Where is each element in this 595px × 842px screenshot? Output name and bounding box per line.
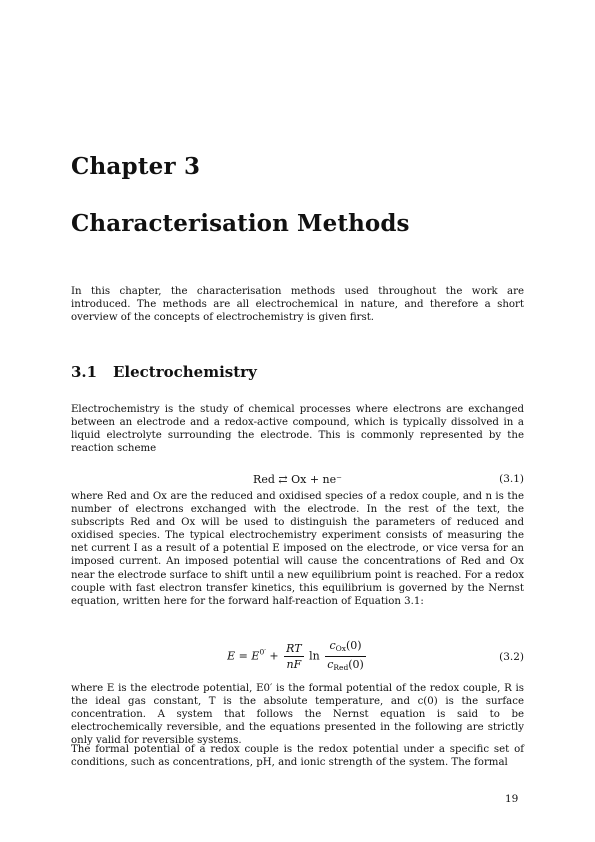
paragraph-electrochemistry-definition: Electrochemistry is the study of chemical processes where electrons are exchanged between an electrode and a redox-active compound, which is typically dissolved in a liquid electrolyte surrounding the electrode. This is commonly represented by the reaction scheme: [71, 404, 524, 455]
reactant: Red: [253, 473, 275, 486]
argument: (0): [348, 658, 364, 671]
argument: (0): [346, 639, 362, 652]
product: Ox + ne⁻: [291, 473, 342, 486]
equation-3-1: [71, 473, 524, 489]
c-symbol: c: [329, 639, 336, 652]
equation-number: (3.2): [499, 651, 524, 663]
section-heading: [71, 363, 257, 381]
formal-potential-superscript: 0′: [259, 647, 266, 657]
paragraph-formal-potential: The formal potential of a redox couple is the redox potential under a specific set of conditions, such as concentrations, pH, and ionic strength of the system. The formal: [71, 744, 524, 769]
plus-sign: +: [269, 649, 279, 663]
equation-number: (3.1): [499, 473, 524, 485]
paragraph-nernst-definitions: where E is the electrode potential, E0′ is the formal potential of the redox couple, R is the ideal gas constant, T is the absolute temperature, and c(0) is the surface concentration. A system that follows the Nernst equation is said to be electrochemically reversible, and the equations presented in the following are strictly only valid for reversible systems.: [71, 683, 524, 747]
paragraph-redox-couple: where Red and Ox are the reduced and oxidised species of a redox couple, and n is the number of electrons exchanged with the electrode. In the rest of the text, the subscripts Red and Ox will be used to distinguish the parameters of reduced and oxidised species. The typical electrochemistry experiment consists of measuring the net current I as a result of a potential E imposed on the electrode, or vice versa for an imposed current. An imposed potential will cause the concentrations of Red and Ox near the electrode surface to shift until a new equilibrium point is reached. For a redox couple with fast electron transfer kinetics, this equilibrium is governed by the Nernst equation, written here for the forward half-reaction of Equation 3.1:: [71, 491, 524, 607]
fraction-concentrations: [325, 638, 366, 675]
ox-subscript: Ox: [335, 644, 346, 653]
red-subscript: Red: [333, 663, 349, 672]
nernst-lhs: E = E: [227, 649, 260, 663]
fraction-denominator: nF: [286, 658, 302, 671]
chapter-intro-paragraph: In this chapter, the characterisation methods used throughout the work are introduced. The methods are all electrochemical in nature, and therefore a short overview of the concepts of electrochemistry is given first.: [71, 286, 524, 324]
chapter-label: Chapter 3: [71, 153, 201, 180]
section-number: 3.1: [71, 363, 98, 381]
fraction-numerator-cox: [325, 638, 366, 657]
c-symbol: c: [327, 658, 334, 671]
fraction-denominator-cred: [325, 657, 366, 675]
page-number: 19: [505, 793, 519, 805]
fraction-numerator: RT: [286, 642, 302, 655]
chapter-title: Characterisation Methods: [71, 210, 410, 237]
equilibrium-arrow-icon: ⇄: [278, 473, 288, 486]
reaction-scheme: [71, 473, 524, 486]
fraction-rt-nf: [284, 641, 303, 672]
equation-3-2: [71, 638, 524, 676]
nernst-equation: [71, 638, 524, 675]
section-title: Electrochemistry: [113, 363, 257, 381]
ln-operator: ln: [309, 649, 320, 663]
